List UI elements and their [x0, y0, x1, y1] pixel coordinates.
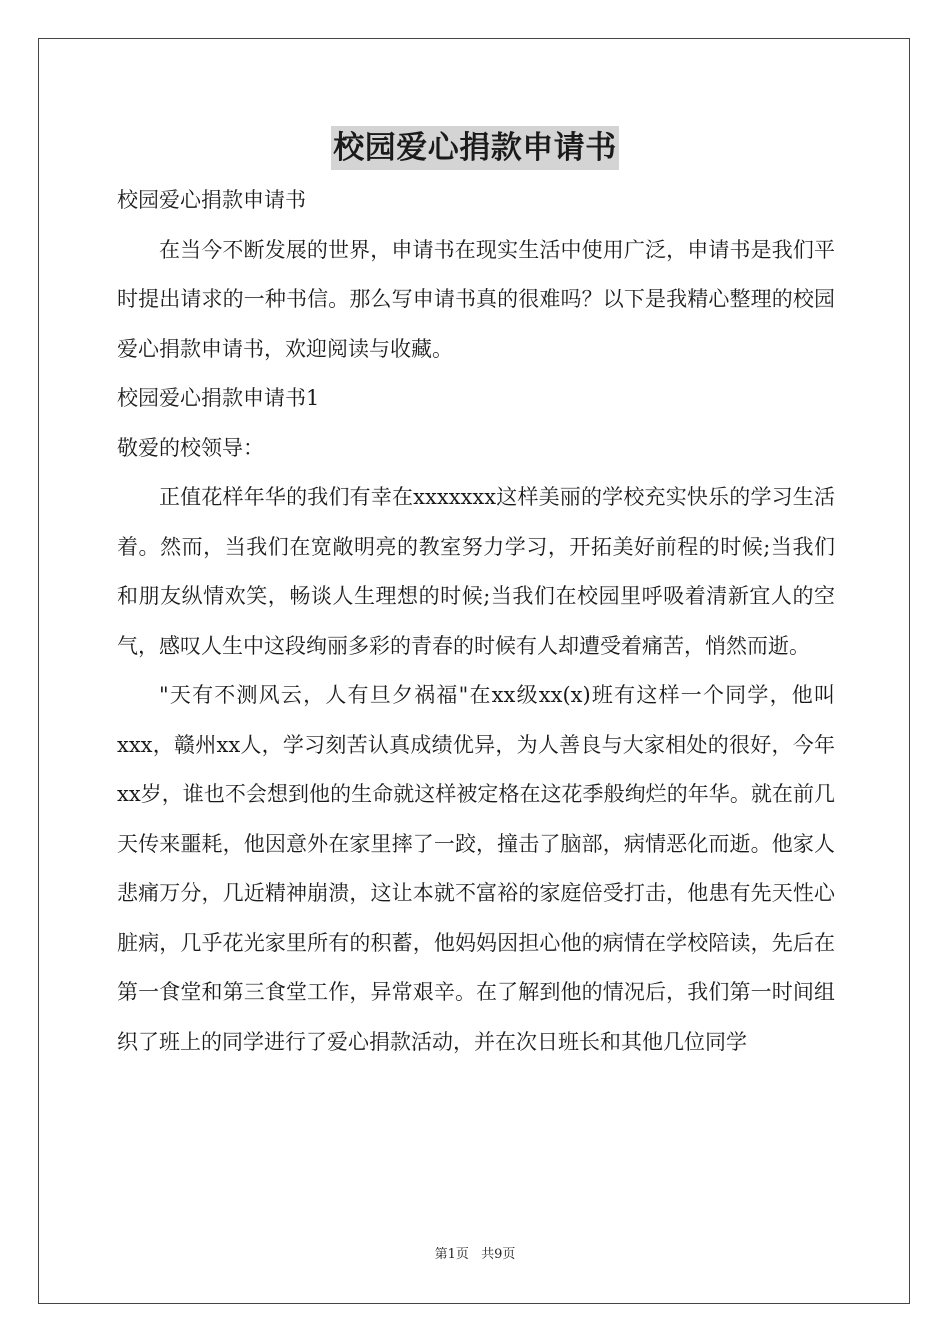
intro-paragraph: 在当今不断发展的世界，申请书在现实生活中使用广泛，申请书是我们平时提出请求的一种书信。那么写申请书真的很难吗？以下是我精心整理的校园爱心捐款申请书，欢迎阅读与收藏。: [117, 237, 835, 361]
page-number-total: 共9页: [481, 1247, 516, 1262]
document-subtitle: 校园爱心捐款申请书: [117, 188, 306, 212]
page-number-current: 第1页: [434, 1247, 469, 1262]
section-heading: 校园爱心捐款申请书1: [117, 386, 320, 410]
page-footer: [0, 1246, 950, 1264]
salutation: 敬爱的校领导：: [117, 435, 264, 460]
document-body: [117, 176, 835, 1067]
body-paragraph-2: "天有不测风云，人有旦夕祸福"在xx级xx(x)班有这样一个同学，他叫xxx，赣州xx人，学习刻苦认真成绩优异，为人善良与大家相处的很好，今年xx岁，谁也不会想到他的生命就这样被定格在这花季般绚烂的年华。就在前几天传来噩耗，他因意外在家里摔了一跤，撞击了脑部，病情恶化而逝。他家人悲痛万分，几近精神崩溃，这让本就不富裕的家庭倍受打击，他患有先天性心脏病，几乎花光家里所有的积蓄，他妈妈因担心他的病情在学校陪读，先后在第一食堂和第三食堂工作，异常艰辛。在了解到他的情况后，我们第一时间组织了班上的同学进行了爱心捐款活动，并在次日班长和其他几位同学: [117, 683, 835, 1054]
document-title: 校园爱心捐款申请书: [331, 126, 619, 170]
title-container: [0, 126, 950, 170]
body-paragraph-1: 正值花样年华的我们有幸在xxxxxxx这样美丽的学校充实快乐的学习生活着。然而，当我们在宽敞明亮的教室努力学习，开拓美好前程的时候;当我们和朋友纵情欢笑，畅谈人生理想的时候;当我们在校园里呼吸着清新宜人的空气，感叹人生中这段绚丽多彩的青春的时候有人却遭受着痛苦，悄然而逝。: [117, 485, 835, 658]
